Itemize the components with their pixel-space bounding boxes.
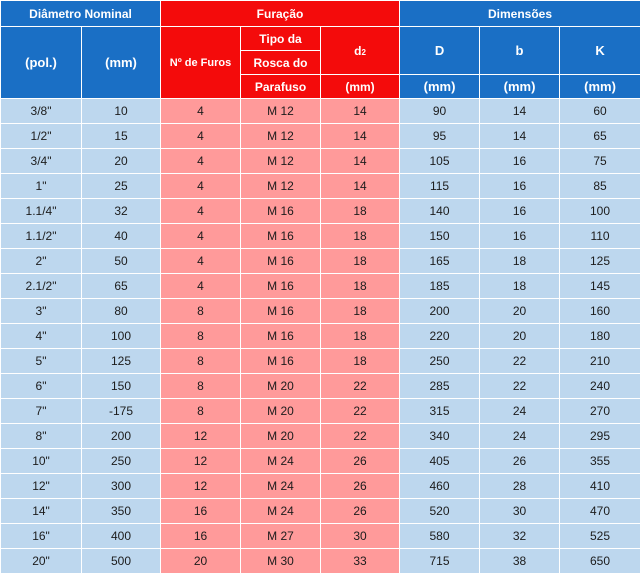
- cell-b: 14: [480, 124, 560, 149]
- cell-n-furos: 20: [161, 549, 241, 574]
- cell-tipo-rosca: M 12: [241, 149, 321, 174]
- cell-tipo-rosca: M 16: [241, 249, 321, 274]
- cell-pol: 2": [1, 249, 82, 274]
- cell-mm: 300: [82, 474, 161, 499]
- cell-pol: 14": [1, 499, 82, 524]
- header-dimensoes: Dimensões: [400, 1, 641, 27]
- cell-b: 22: [480, 349, 560, 374]
- cell-K: 110: [560, 224, 641, 249]
- cell-K: 410: [560, 474, 641, 499]
- cell-D: 315: [400, 399, 480, 424]
- table-row: [1, 124, 641, 149]
- cell-pol: 12": [1, 474, 82, 499]
- cell-tipo-rosca: M 16: [241, 199, 321, 224]
- cell-d2: 33: [321, 549, 400, 574]
- cell-n-furos: 12: [161, 449, 241, 474]
- cell-d2: 22: [321, 424, 400, 449]
- cell-mm: 15: [82, 124, 161, 149]
- cell-tipo-rosca: M 20: [241, 374, 321, 399]
- cell-n-furos: 16: [161, 499, 241, 524]
- cell-n-furos: 4: [161, 274, 241, 299]
- cell-mm: 100: [82, 324, 161, 349]
- cell-b: 38: [480, 549, 560, 574]
- cell-pol: 3": [1, 299, 82, 324]
- cell-D: 520: [400, 499, 480, 524]
- cell-pol: 8": [1, 424, 82, 449]
- cell-n-furos: 8: [161, 324, 241, 349]
- cell-mm: 65: [82, 274, 161, 299]
- cell-K: 145: [560, 274, 641, 299]
- cell-pol: 1.1/2": [1, 224, 82, 249]
- table-row: [1, 374, 641, 399]
- cell-n-furos: 4: [161, 124, 241, 149]
- cell-n-furos: 8: [161, 399, 241, 424]
- cell-b: 18: [480, 274, 560, 299]
- cell-D: 405: [400, 449, 480, 474]
- cell-d2: 26: [321, 499, 400, 524]
- cell-D: 140: [400, 199, 480, 224]
- cell-n-furos: 4: [161, 249, 241, 274]
- cell-n-furos: 4: [161, 149, 241, 174]
- cell-pol: 1.1/4": [1, 199, 82, 224]
- cell-b: 32: [480, 524, 560, 549]
- table-row: [1, 324, 641, 349]
- table-row: [1, 524, 641, 549]
- table-row: [1, 499, 641, 524]
- cell-mm: 80: [82, 299, 161, 324]
- cell-b: 18: [480, 249, 560, 274]
- table-row: [1, 474, 641, 499]
- cell-K: 75: [560, 149, 641, 174]
- cell-pol: 20": [1, 549, 82, 574]
- header-furacao: Furação: [161, 1, 400, 27]
- cell-tipo-rosca: M 12: [241, 99, 321, 124]
- cell-tipo-rosca: M 24: [241, 449, 321, 474]
- cell-D: 90: [400, 99, 480, 124]
- cell-n-furos: 16: [161, 524, 241, 549]
- cell-b: 16: [480, 174, 560, 199]
- cell-K: 210: [560, 349, 641, 374]
- header-n-furos: Nº de Furos: [161, 27, 241, 99]
- cell-b: 24: [480, 399, 560, 424]
- table-row: [1, 274, 641, 299]
- cell-d2: 18: [321, 324, 400, 349]
- header-K-unit: (mm): [560, 75, 641, 99]
- table-row: [1, 249, 641, 274]
- cell-mm: 50: [82, 249, 161, 274]
- header-d2: d2: [321, 27, 400, 75]
- table-row: [1, 174, 641, 199]
- cell-b: 20: [480, 299, 560, 324]
- cell-d2: 18: [321, 274, 400, 299]
- header-tipo-line2: Rosca do: [241, 51, 321, 75]
- cell-d2: 14: [321, 149, 400, 174]
- cell-K: 525: [560, 524, 641, 549]
- table-row: [1, 549, 641, 574]
- cell-pol: 16": [1, 524, 82, 549]
- cell-mm: 400: [82, 524, 161, 549]
- cell-pol: 1": [1, 174, 82, 199]
- header-pol: (pol.): [1, 27, 82, 99]
- header-diametro-nominal: Diâmetro Nominal: [1, 1, 161, 27]
- cell-d2: 26: [321, 449, 400, 474]
- cell-mm: 350: [82, 499, 161, 524]
- cell-tipo-rosca: M 30: [241, 549, 321, 574]
- table-row: [1, 349, 641, 374]
- cell-n-furos: 4: [161, 99, 241, 124]
- cell-d2: 14: [321, 124, 400, 149]
- cell-pol: 6": [1, 374, 82, 399]
- cell-mm: 25: [82, 174, 161, 199]
- cell-d2: 18: [321, 199, 400, 224]
- cell-D: 580: [400, 524, 480, 549]
- cell-mm: 125: [82, 349, 161, 374]
- cell-pol: 3/4": [1, 149, 82, 174]
- cell-K: 60: [560, 99, 641, 124]
- cell-K: 270: [560, 399, 641, 424]
- cell-mm: 32: [82, 199, 161, 224]
- cell-K: 355: [560, 449, 641, 474]
- cell-mm: 150: [82, 374, 161, 399]
- cell-n-furos: 8: [161, 299, 241, 324]
- cell-tipo-rosca: M 16: [241, 349, 321, 374]
- cell-pol: 3/8": [1, 99, 82, 124]
- cell-K: 100: [560, 199, 641, 224]
- header-D-unit: (mm): [400, 75, 480, 99]
- cell-D: 285: [400, 374, 480, 399]
- header-tipo-line1: Tipo da: [241, 27, 321, 51]
- table-row: [1, 424, 641, 449]
- cell-mm: 10: [82, 99, 161, 124]
- cell-b: 16: [480, 199, 560, 224]
- table-row: [1, 149, 641, 174]
- cell-D: 165: [400, 249, 480, 274]
- cell-D: 460: [400, 474, 480, 499]
- cell-K: 240: [560, 374, 641, 399]
- cell-d2: 14: [321, 174, 400, 199]
- cell-D: 150: [400, 224, 480, 249]
- cell-n-furos: 12: [161, 474, 241, 499]
- table-row: [1, 199, 641, 224]
- header-d2-unit: (mm): [321, 75, 400, 99]
- cell-n-furos: 8: [161, 349, 241, 374]
- cell-tipo-rosca: M 20: [241, 399, 321, 424]
- header-tipo-line3: Parafuso: [241, 75, 321, 99]
- table-row: [1, 399, 641, 424]
- cell-d2: 26: [321, 474, 400, 499]
- header-b: b: [480, 27, 560, 75]
- cell-pol: 1/2": [1, 124, 82, 149]
- cell-d2: 22: [321, 399, 400, 424]
- cell-b: 14: [480, 99, 560, 124]
- cell-D: 185: [400, 274, 480, 299]
- cell-D: 715: [400, 549, 480, 574]
- cell-mm: 500: [82, 549, 161, 574]
- cell-K: 125: [560, 249, 641, 274]
- cell-tipo-rosca: M 16: [241, 299, 321, 324]
- cell-D: 95: [400, 124, 480, 149]
- cell-b: 16: [480, 149, 560, 174]
- cell-n-furos: 4: [161, 199, 241, 224]
- header-mm: (mm): [82, 27, 161, 99]
- cell-tipo-rosca: M 16: [241, 274, 321, 299]
- cell-d2: 18: [321, 224, 400, 249]
- cell-b: 20: [480, 324, 560, 349]
- cell-mm: 200: [82, 424, 161, 449]
- cell-D: 250: [400, 349, 480, 374]
- cell-n-furos: 12: [161, 424, 241, 449]
- cell-n-furos: 8: [161, 374, 241, 399]
- cell-mm: -175: [82, 399, 161, 424]
- cell-b: 30: [480, 499, 560, 524]
- cell-K: 650: [560, 549, 641, 574]
- cell-K: 65: [560, 124, 641, 149]
- cell-pol: 5": [1, 349, 82, 374]
- cell-n-furos: 4: [161, 174, 241, 199]
- cell-K: 160: [560, 299, 641, 324]
- cell-tipo-rosca: M 16: [241, 324, 321, 349]
- cell-tipo-rosca: M 24: [241, 474, 321, 499]
- cell-D: 340: [400, 424, 480, 449]
- cell-mm: 20: [82, 149, 161, 174]
- cell-n-furos: 4: [161, 224, 241, 249]
- table-row: [1, 299, 641, 324]
- cell-b: 26: [480, 449, 560, 474]
- cell-pol: 7": [1, 399, 82, 424]
- header-b-unit: (mm): [480, 75, 560, 99]
- header-D: D: [400, 27, 480, 75]
- cell-d2: 30: [321, 524, 400, 549]
- cell-d2: 18: [321, 249, 400, 274]
- table-row: [1, 449, 641, 474]
- cell-d2: 18: [321, 299, 400, 324]
- cell-d2: 14: [321, 99, 400, 124]
- cell-K: 180: [560, 324, 641, 349]
- cell-tipo-rosca: M 20: [241, 424, 321, 449]
- cell-tipo-rosca: M 12: [241, 174, 321, 199]
- header-d2-subscript: 2: [361, 47, 366, 57]
- cell-mm: 40: [82, 224, 161, 249]
- cell-d2: 22: [321, 374, 400, 399]
- cell-tipo-rosca: M 27: [241, 524, 321, 549]
- cell-pol: 10": [1, 449, 82, 474]
- table-row: [1, 224, 641, 249]
- cell-b: 24: [480, 424, 560, 449]
- cell-b: 16: [480, 224, 560, 249]
- cell-pol: 4": [1, 324, 82, 349]
- cell-D: 220: [400, 324, 480, 349]
- cell-d2: 18: [321, 349, 400, 374]
- table-row: [1, 99, 641, 124]
- cell-b: 28: [480, 474, 560, 499]
- cell-tipo-rosca: M 16: [241, 224, 321, 249]
- cell-D: 200: [400, 299, 480, 324]
- cell-tipo-rosca: M 12: [241, 124, 321, 149]
- cell-tipo-rosca: M 24: [241, 499, 321, 524]
- cell-K: 85: [560, 174, 641, 199]
- table-body: [1, 99, 641, 574]
- cell-mm: 250: [82, 449, 161, 474]
- header-K: K: [560, 27, 641, 75]
- cell-D: 115: [400, 174, 480, 199]
- cell-D: 105: [400, 149, 480, 174]
- cell-K: 295: [560, 424, 641, 449]
- cell-pol: 2.1/2": [1, 274, 82, 299]
- cell-K: 470: [560, 499, 641, 524]
- cell-b: 22: [480, 374, 560, 399]
